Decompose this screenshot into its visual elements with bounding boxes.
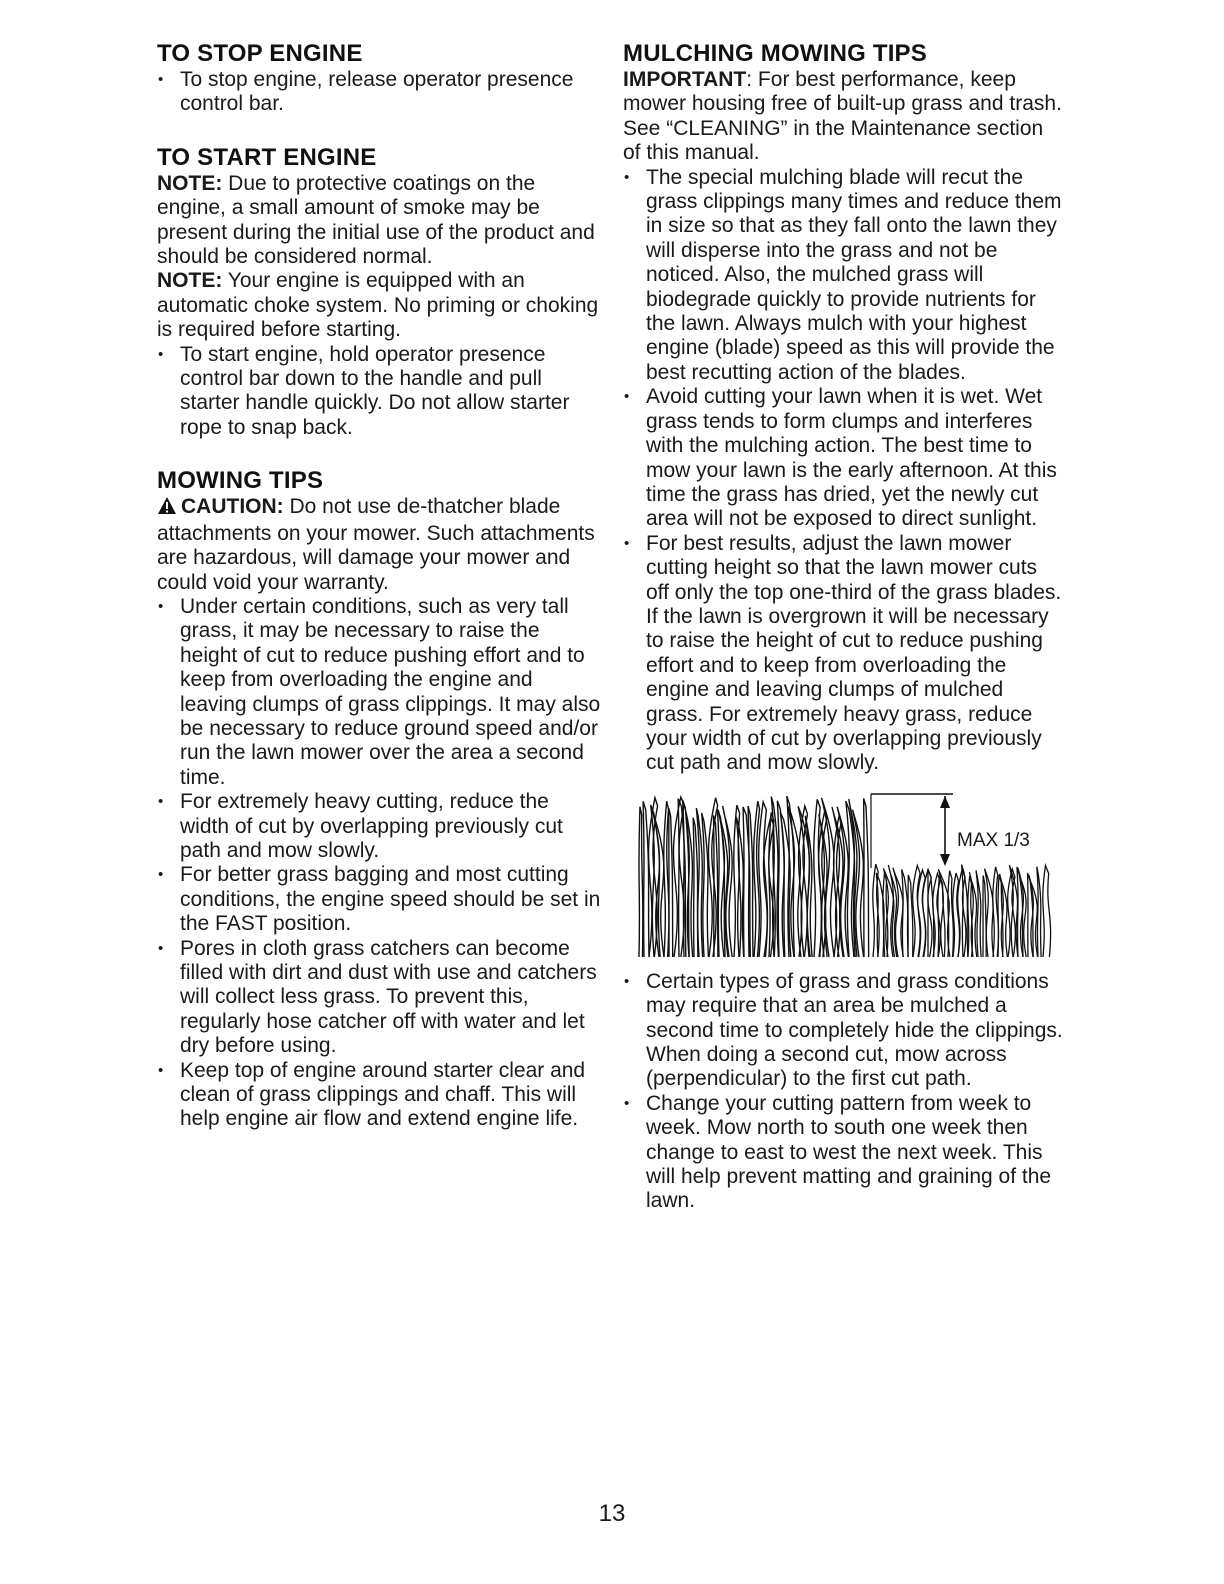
list-item: • Keep top of engine around starter clear and clean of grass clippings and chaff. This will help engine air flow and extend engine life. bbox=[157, 1059, 602, 1132]
grass-blade bbox=[864, 798, 869, 957]
caution-label: CAUTION: bbox=[181, 495, 284, 519]
note-text: Due to protective coatings on the engine, a small amount of smoke may be present during the initial use of the product and should be considered normal. bbox=[157, 171, 595, 269]
mowing-tips-heading: MOWING TIPS bbox=[157, 467, 324, 495]
list-item: • Change your cutting pattern from week to week. Mow north to south one week then change to east to west the next week. This will help prevent matting and graining of the lawn. bbox=[623, 1092, 1063, 1214]
important-text: : For best performance, keep mower housing free of built-up grass and trash. See “CLEANING” in the Maintenance section of this manual. bbox=[623, 68, 1062, 165]
mulching-list bbox=[623, 166, 1063, 776]
warning-triangle-icon bbox=[157, 496, 177, 521]
list-item: • To stop engine, release operator presence control bar. bbox=[157, 68, 602, 117]
grass-illustration-svg bbox=[635, 792, 1055, 960]
grass-blade bbox=[1043, 865, 1051, 956]
grass-blade bbox=[669, 808, 673, 957]
grass-blade bbox=[643, 801, 649, 957]
mulching-section bbox=[623, 40, 1063, 1214]
start-engine-heading: TO START ENGINE bbox=[157, 143, 377, 171]
grass-blade bbox=[1037, 866, 1041, 956]
list-item: • Certain types of grass and grass conditions may require that an area be mulched a second time to completely hide the clippings. When doing a second cut, mow across (perpendicular) to the first cut path. bbox=[623, 970, 1063, 1092]
stop-engine-heading: TO STOP ENGINE bbox=[157, 40, 363, 67]
note-smoke bbox=[157, 172, 602, 270]
grass-blade bbox=[908, 875, 913, 957]
grass-blade bbox=[639, 807, 643, 957]
list-item: • For extremely heavy cutting, reduce the width of cut by overlapping previously cut path and mow slowly. bbox=[157, 790, 602, 863]
list-item: • Under certain conditions, such as very tall grass, it may be necessary to raise the height of cut to reduce pushing effort and to keep from overloading the engine and leaving clumps of grass clippings. It may also be necessary to reduce ground speed and/or run the lawn mower over the area a second time. bbox=[157, 595, 602, 790]
list-item: • For best results, adjust the lawn mower cutting height so that the lawn mower cuts off only the top one-third of the grass blades. If the lawn is overgrown it will be necessary to raise the height of cut to reduce pushing effort and to keep from overloading the engine and leaving clumps of mulched grass. For extremely heavy grass, reduce your width of cut by overlapping previously cut path and mow slowly. bbox=[623, 532, 1063, 776]
start-engine-list bbox=[157, 343, 602, 441]
max-cut-label: MAX 1/3 bbox=[957, 829, 1030, 851]
grass-blade bbox=[983, 875, 986, 956]
list-item: • Avoid cutting your lawn when it is wet. Wet grass tends to form clumps and interferes with the mulching action. The best time to mow your lawn is the early afternoon. At this time the grass has dried, yet the newly cut area will not be exposed to direct sunlight. bbox=[623, 385, 1063, 531]
grass-blade bbox=[902, 869, 908, 957]
note-label: NOTE: bbox=[157, 171, 223, 195]
grass-blade bbox=[948, 870, 953, 956]
note-label: NOTE: bbox=[157, 269, 223, 293]
note-text: Your engine is equipped with an automatic choke system. No priming or choking is required before starting. bbox=[157, 269, 599, 342]
list-item: • For better grass bagging and most cutting conditions, the engine speed should be set in the FAST position. bbox=[157, 863, 602, 936]
start-engine-section bbox=[157, 144, 602, 440]
mulching-list-continued bbox=[623, 970, 1063, 1214]
grass-height-illustration bbox=[635, 792, 1055, 960]
grass-blade bbox=[693, 817, 698, 956]
mowing-tips-section bbox=[157, 467, 602, 1132]
important-paragraph bbox=[623, 68, 1063, 166]
grass-blade bbox=[969, 872, 976, 957]
list-item: • The special mulching blade will recut the grass clippings many times and reduce them in size so that as they fall onto the lawn they will disperse into the grass and not be noticed. Also, the mulched grass will biodegrade quickly to provide nutrients for the lawn. Always mulch with your highest engine (blade) speed as this will provide the best recutting action of the blades. bbox=[623, 166, 1063, 386]
mowing-tips-list bbox=[157, 595, 602, 1132]
left-column bbox=[157, 40, 602, 1132]
grass-blade bbox=[962, 864, 968, 956]
caution-text: Do not use de-thatcher blade attachments on your mower. Such attachments are hazardous, will damage your mower and could void your warranty. bbox=[157, 495, 595, 594]
page-number: 13 bbox=[598, 1500, 626, 1527]
list-item: • To start engine, hold operator presence control bar down to the handle and pull starter handle quickly. Do not allow starter rope to snap back. bbox=[157, 343, 602, 441]
stop-engine-section bbox=[157, 40, 602, 117]
stop-engine-list bbox=[157, 68, 602, 117]
right-column bbox=[623, 40, 1063, 1214]
grass-blade bbox=[923, 869, 932, 956]
important-label: IMPORTANT bbox=[623, 68, 747, 91]
grass-blade bbox=[754, 801, 760, 957]
note-choke bbox=[157, 269, 602, 342]
caution-paragraph bbox=[157, 495, 602, 595]
grass-blade bbox=[837, 807, 848, 957]
list-item: • Pores in cloth grass catchers can become filled with dirt and dust with use and catchers will collect less grass. To prevent this, regularly hose catcher off with water and let dry before using. bbox=[157, 937, 602, 1059]
mulching-heading: MULCHING MOWING TIPS bbox=[623, 40, 927, 67]
